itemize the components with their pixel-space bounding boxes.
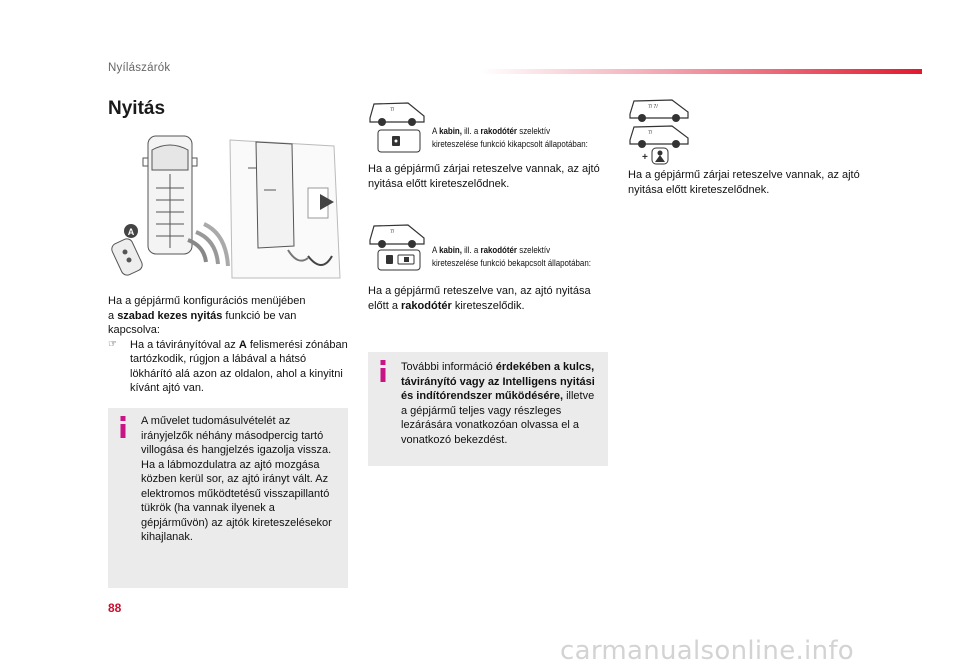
bullet-post: felismerési zónában tartózkodik, rúgjon a lábával a hátsó lökhárító alá azon az oldalon, ahol a kinyitni kívánt ajtó van. (130, 338, 348, 394)
intro-bold: szabad kezes nyitás (117, 309, 223, 322)
hands-free-illustration (108, 128, 348, 283)
info-box-left (108, 408, 348, 588)
cap2-pre: A (432, 245, 437, 255)
caption-selective-off (432, 125, 588, 150)
cap2-rakodoter: rakodótér (480, 245, 518, 255)
intro-a: a (108, 309, 115, 322)
instruction-list-item (108, 338, 348, 396)
cap2-mid: ill. a (464, 245, 479, 255)
svg-text:+: + (642, 152, 648, 163)
text2-bold: rakodótér (401, 299, 452, 312)
cap1-kabin: kabin, (439, 126, 462, 136)
intro-line2 (108, 309, 348, 338)
cap2-line2: kireteszelése funkció bekapcsolt állapotában: (432, 257, 591, 268)
watermark: carmanualsonline.info (560, 636, 855, 666)
info-icon (378, 360, 388, 382)
svg-text:7/: 7/ (648, 130, 653, 136)
cap1-mid: ill. a (464, 126, 479, 136)
label-a: A (127, 227, 135, 237)
sliding-door-icon (230, 140, 340, 278)
info-box-middle (368, 352, 608, 466)
info-text-middle (401, 360, 603, 447)
text-selective-on (368, 284, 610, 313)
cap1-post: szelektív (519, 126, 551, 136)
caption-selective-on (432, 244, 591, 269)
van-unlock-disabled-icon (368, 100, 426, 156)
van-top-view-icon (143, 136, 197, 254)
info-text-left: A művelet tudomásulvételét az irányjelzők néhány másodpercig tartó villogása és hangjelzés igazolja vissza. Ha a lábmozdulatra az ajtó mozgása közben kerül sor, az ajtó irányt vált. Az elektromos működtetésű visszapillantó tükrök (ha vannak ilyenek a gépjárművön) az ajtók kireteszelésekor kihajlanak. (141, 415, 332, 543)
section-header: Nyílászárók (108, 62, 171, 74)
bullet-bold: A (238, 338, 247, 351)
info-middle-bold: érdekében a kulcs, távirányító vagy az Intelligens nyitási és indítórendszer működésére, (401, 361, 595, 402)
text2-post: kireteszelődik. (454, 299, 525, 312)
text-selective-off: Ha a gépjármű zárjai reteszelve vannak, az ajtó nyitása előtt kireteszelődnek. (368, 163, 600, 190)
instruction-text (130, 338, 348, 396)
text2-pre: Ha a gépjármű reteszelve van, az ajtó nyitása előtt a (368, 285, 591, 312)
cap2-kabin: kabin, (439, 245, 462, 255)
cap1-pre: A (432, 126, 437, 136)
remote-key-icon (110, 237, 144, 277)
cap1-rakodoter: rakodótér (480, 126, 518, 136)
van-unlock-enabled-icon (368, 222, 426, 272)
cap1-line2: kireteszelése funkció kikapcsolt állapotában: (432, 138, 588, 149)
page-title: Nyitás (108, 98, 166, 119)
bullet-pre: Ha a távirányítóval az (130, 338, 236, 351)
svg-text:7/: 7/ (390, 229, 395, 235)
info-icon (118, 416, 128, 438)
hands-free-intro (108, 294, 348, 396)
intro-line1: Ha a gépjármű konfigurációs menüjében (108, 295, 306, 307)
info-middle-post: illetve a gépjármű teljes vagy részleges lezárására vonatkozóan olvassa el a vonatkozó bekezdést. (401, 390, 595, 446)
label-a-icon (124, 224, 138, 238)
page-number: 88 (108, 601, 122, 615)
header-accent-bar (480, 69, 922, 74)
cap2-post: szelektív (519, 245, 551, 255)
svg-text:7/ 7/: 7/ 7/ (648, 104, 658, 110)
svg-text:7/: 7/ (390, 107, 395, 113)
detection-zone-icon (188, 224, 228, 266)
text-keyless: Ha a gépjármű zárjai reteszelve vannak, az ajtó nyitása előtt kireteszelődnek. (628, 169, 860, 196)
van-keyless-icon (628, 98, 692, 166)
intro-rest: funkció be van kapcsolva: (108, 309, 297, 336)
pointer-icon: ☞ (108, 338, 117, 350)
info-middle-pre: További információ (401, 361, 493, 373)
